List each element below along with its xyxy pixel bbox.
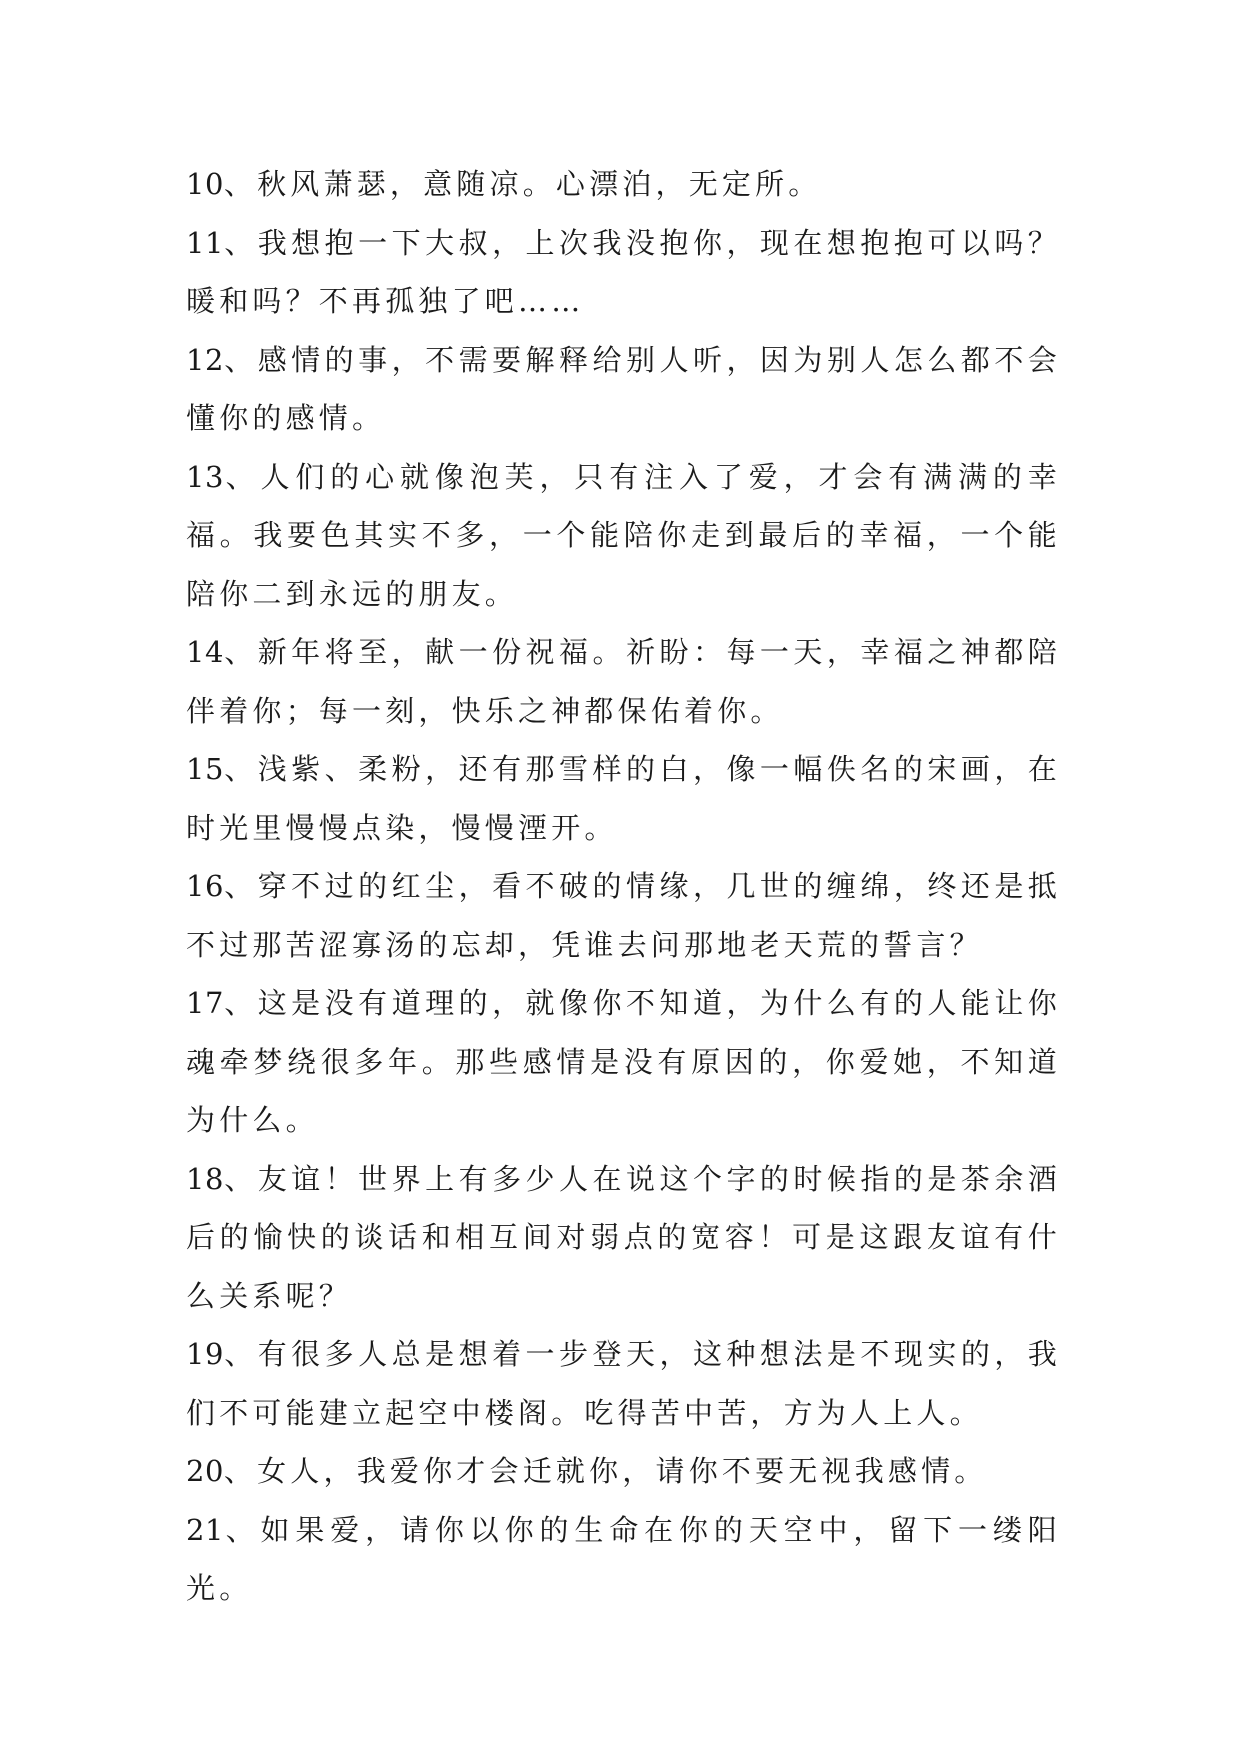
item-text: 浅紫、柔粉，还有那雪样的白，像一幅佚名的宋画，在时光里慢慢点染，慢慢湮开。 — [186, 752, 1062, 845]
item-number: 13 — [186, 459, 224, 494]
item-separator: 、 — [223, 167, 258, 201]
item-separator: 、 — [223, 1454, 258, 1488]
item-text: 新年将至，献一份祝福。祈盼：每一天，幸福之神都陪伴着你；每一刻，快乐之神都保佑着你。 — [186, 635, 1062, 728]
item-separator: 、 — [223, 459, 261, 494]
item-separator: 、 — [223, 986, 258, 1020]
list-item — [186, 155, 1061, 214]
item-number: 17 — [186, 986, 224, 1020]
item-separator: 、 — [223, 225, 258, 260]
item-number: 19 — [186, 1337, 224, 1371]
list-item — [186, 1442, 1061, 1501]
list-item — [186, 1325, 1061, 1442]
item-text: 有很多人总是想着一步登天，这种想法是不现实的，我们不可能建立起空中楼阁。吃得苦中苦，方为人上人。 — [186, 1337, 1062, 1430]
item-text: 如果爱，请你以你的生命在你的天空中，留下一缕阳光。 — [186, 1512, 1061, 1605]
item-number: 14 — [186, 635, 224, 669]
item-text: 女人，我爱你才会迁就你，请你不要无视我感情。 — [257, 1454, 988, 1488]
item-number: 16 — [186, 869, 224, 903]
item-separator: 、 — [223, 1161, 258, 1196]
item-text: 这是没有道理的，就像你不知道，为什么有的人能让你魂牵梦绕很多年。那些感情是没有原因的，你爱她，不知道为什么。 — [186, 986, 1062, 1137]
item-separator: 、 — [223, 752, 258, 786]
item-number: 10 — [186, 167, 224, 201]
item-text: 穿不过的红尘，看不破的情缘，几世的缠绵，终还是抵不过那苦涩寡汤的忘却，凭谁去问那地老天荒的誓言？ — [186, 869, 1062, 962]
item-text: 感情的事，不需要解释给别人听，因为别人怎么都不会懂你的感情。 — [186, 342, 1062, 435]
list-item — [186, 1150, 1061, 1326]
list-item — [186, 448, 1061, 624]
item-separator: 、 — [223, 1512, 261, 1547]
list-item — [186, 623, 1061, 740]
list-item — [186, 857, 1061, 974]
item-text: 友谊！世界上有多少人在说这个字的时候指的是茶余酒后的愉快的谈话和相互间对弱点的宽容！可是这跟友谊有什么关系呢？ — [186, 1161, 1062, 1313]
item-separator: 、 — [223, 1337, 258, 1371]
item-text: 我想抱一下大叔，上次我没抱你，现在想抱抱可以吗？暖和吗？不再孤独了吧…… — [186, 225, 1062, 318]
item-text: 秋风萧瑟，意随凉。心漂泊，无定所。 — [257, 167, 822, 201]
list-item — [186, 214, 1061, 331]
item-separator: 、 — [223, 869, 258, 903]
item-number: 11 — [186, 225, 224, 260]
item-number: 18 — [186, 1161, 224, 1196]
item-separator: 、 — [223, 635, 258, 669]
item-number: 15 — [186, 752, 224, 786]
item-number: 21 — [186, 1512, 224, 1547]
list-item — [186, 1501, 1061, 1618]
item-text: 人们的心就像泡芙，只有注入了爱，才会有满满的幸福。我要色其实不多，一个能陪你走到最后的幸福，一个能陪你二到永远的朋友。 — [186, 459, 1061, 611]
list-item — [186, 331, 1061, 448]
item-number: 20 — [186, 1454, 224, 1488]
item-separator: 、 — [223, 342, 258, 377]
list-item — [186, 740, 1061, 857]
document-body — [186, 155, 1061, 1618]
item-number: 12 — [186, 342, 224, 377]
list-item — [186, 974, 1061, 1150]
